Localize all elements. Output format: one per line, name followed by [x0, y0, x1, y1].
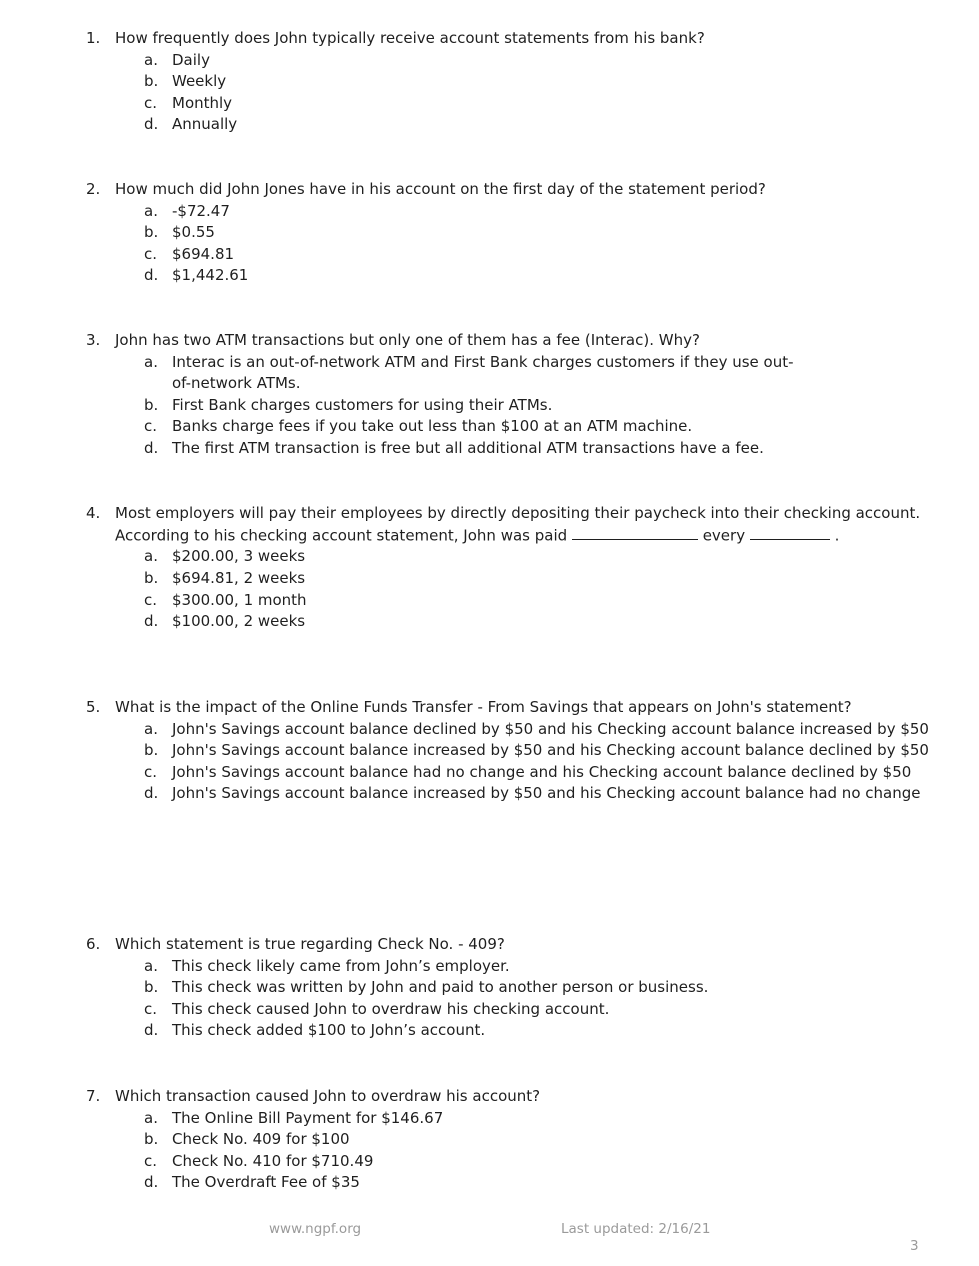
option-item: [144, 1172, 946, 1194]
option-item: [144, 590, 946, 612]
option-item: [144, 783, 946, 805]
option-item: [144, 1020, 946, 1042]
option-text: This check added $100 to John’s account.: [172, 1021, 486, 1040]
option-letter: c.: [144, 762, 158, 781]
question-text-part: .: [834, 525, 840, 544]
option-letter: b.: [144, 72, 159, 91]
option-list: [86, 719, 946, 805]
option-letter: d.: [144, 1021, 159, 1040]
option-letter: a.: [144, 956, 158, 975]
option-text: John's Savings account balance increased by $50 and his Checking account balance declined by $50: [172, 741, 929, 760]
option-item: [144, 395, 946, 417]
option-letter: a.: [144, 1108, 158, 1127]
option-letter: b.: [144, 978, 159, 997]
question-text-part: every: [702, 525, 746, 544]
option-letter: a.: [144, 719, 158, 738]
option-item: [144, 1108, 946, 1130]
option-text: First Bank charges customers for using their ATMs.: [172, 395, 553, 414]
question-number: 1.: [86, 29, 101, 47]
option-text: $0.55: [172, 223, 215, 242]
option-letter: d.: [144, 438, 159, 457]
option-text: John's Savings account balance increased by $50 and his Checking account balance had no change: [172, 784, 921, 803]
option-text: Interac is an out-of-network ATM and First Bank charges customers if they use out-of-network ATMs.: [172, 352, 794, 393]
option-letter: c.: [144, 417, 158, 436]
question-number: 4.: [86, 504, 101, 522]
question-number: 3.: [86, 331, 101, 349]
option-text: Monthly: [172, 93, 233, 112]
question-number: 2.: [86, 180, 101, 198]
option-item: [144, 244, 946, 266]
question-text: How frequently does John typically receive account statements from his bank?: [115, 29, 705, 47]
option-item: [144, 416, 946, 438]
option-letter: a.: [144, 201, 158, 220]
option-letter: d.: [144, 612, 159, 631]
option-letter: b.: [144, 395, 159, 414]
option-letter: d.: [144, 266, 159, 285]
option-text: -$72.47: [172, 201, 230, 220]
question-3: [86, 330, 946, 460]
option-item: [144, 546, 946, 568]
answer-blank: [572, 525, 698, 540]
question-number: 6.: [86, 935, 101, 953]
option-text: Check No. 410 for $710.49: [172, 1151, 374, 1170]
question-7: [86, 1086, 946, 1194]
option-letter: c.: [144, 999, 158, 1018]
question-text: [115, 503, 946, 546]
option-letter: d.: [144, 1173, 159, 1192]
option-text: The Online Bill Payment for $146.67: [172, 1108, 444, 1127]
option-letter: c.: [144, 1151, 158, 1170]
option-item: [144, 222, 946, 244]
option-text: $694.81, 2 weeks: [172, 569, 306, 588]
question-number: 7.: [86, 1087, 101, 1105]
option-letter: b.: [144, 223, 159, 242]
option-item: [144, 740, 946, 762]
option-text: Annually: [172, 115, 238, 134]
answer-blank: [750, 525, 830, 540]
option-letter: b.: [144, 741, 159, 760]
option-text: This check caused John to overdraw his checking account.: [172, 999, 610, 1018]
question-1: [86, 28, 946, 136]
option-text: The first ATM transaction is free but all additional ATM transactions have a fee.: [172, 438, 764, 457]
option-letter: c.: [144, 244, 158, 263]
option-item: [144, 1151, 946, 1173]
option-text: $1,442.61: [172, 266, 249, 285]
question-text: How much did John Jones have in his account on the first day of the statement period?: [115, 180, 766, 198]
option-list: [86, 1108, 946, 1194]
option-text: $200.00, 3 weeks: [172, 547, 306, 566]
footer-last-updated: Last updated: 2/16/21: [561, 1221, 711, 1237]
option-item: [144, 265, 946, 287]
option-letter: a.: [144, 50, 158, 69]
option-text: $300.00, 1 month: [172, 590, 307, 609]
option-list: [86, 352, 946, 460]
option-text: $100.00, 2 weeks: [172, 612, 306, 631]
option-text: Check No. 409 for $100: [172, 1130, 350, 1149]
option-item: [144, 762, 946, 784]
option-letter: a.: [144, 352, 158, 371]
option-letter: b.: [144, 1130, 159, 1149]
option-letter: a.: [144, 547, 158, 566]
option-list: [86, 546, 946, 632]
option-text: $694.81: [172, 244, 235, 263]
option-item: [144, 977, 946, 999]
option-letter: c.: [144, 93, 158, 112]
question-text: John has two ATM transactions but only one of them has a fee (Interac). Why?: [115, 331, 700, 349]
option-item: [144, 438, 946, 460]
page-number: 3: [910, 1238, 919, 1254]
question-text: Which statement is true regarding Check No. - 409?: [115, 935, 505, 953]
option-letter: d.: [144, 784, 159, 803]
option-item: [144, 1129, 946, 1151]
option-text: Banks charge fees if you take out less than $100 at an ATM machine.: [172, 417, 693, 436]
option-list: [86, 50, 946, 136]
option-text: John's Savings account balance had no change and his Checking account balance declined by $50: [172, 762, 912, 781]
question-5: [86, 697, 946, 805]
question-text: What is the impact of the Online Funds Transfer - From Savings that appears on John's statement?: [115, 698, 852, 716]
option-letter: b.: [144, 569, 159, 588]
option-list: [86, 201, 946, 287]
question-4: [86, 503, 946, 633]
option-item: [144, 93, 946, 115]
option-letter: d.: [144, 115, 159, 134]
question-2: [86, 179, 946, 287]
option-item: [144, 71, 946, 93]
option-item: [144, 50, 946, 72]
option-letter: c.: [144, 590, 158, 609]
option-item: [144, 114, 946, 136]
option-item: [144, 352, 946, 395]
question-text-part: Most employers will pay their employees by directly depositing their paycheck into their checking account. According to his checking account statement, John was paid: [115, 504, 921, 544]
option-list: [86, 956, 946, 1042]
option-text: This check was written by John and paid to another person or business.: [172, 978, 709, 997]
option-item: [144, 568, 946, 590]
option-item: [144, 611, 946, 633]
question-6: [86, 934, 946, 1042]
option-text: The Overdraft Fee of $35: [172, 1173, 360, 1192]
option-item: [144, 719, 946, 741]
option-text: This check likely came from John’s employer.: [172, 956, 510, 975]
option-item: [144, 999, 946, 1021]
option-item: [144, 201, 946, 223]
footer-website-link[interactable]: www.ngpf.org: [269, 1221, 362, 1237]
option-item: [144, 956, 946, 978]
option-text: John's Savings account balance declined by $50 and his Checking account balance increased by $50: [172, 719, 929, 738]
option-text: Daily: [172, 50, 210, 69]
question-text: Which transaction caused John to overdraw his account?: [115, 1087, 541, 1105]
option-text: Weekly: [172, 72, 227, 91]
question-number: 5.: [86, 698, 101, 716]
